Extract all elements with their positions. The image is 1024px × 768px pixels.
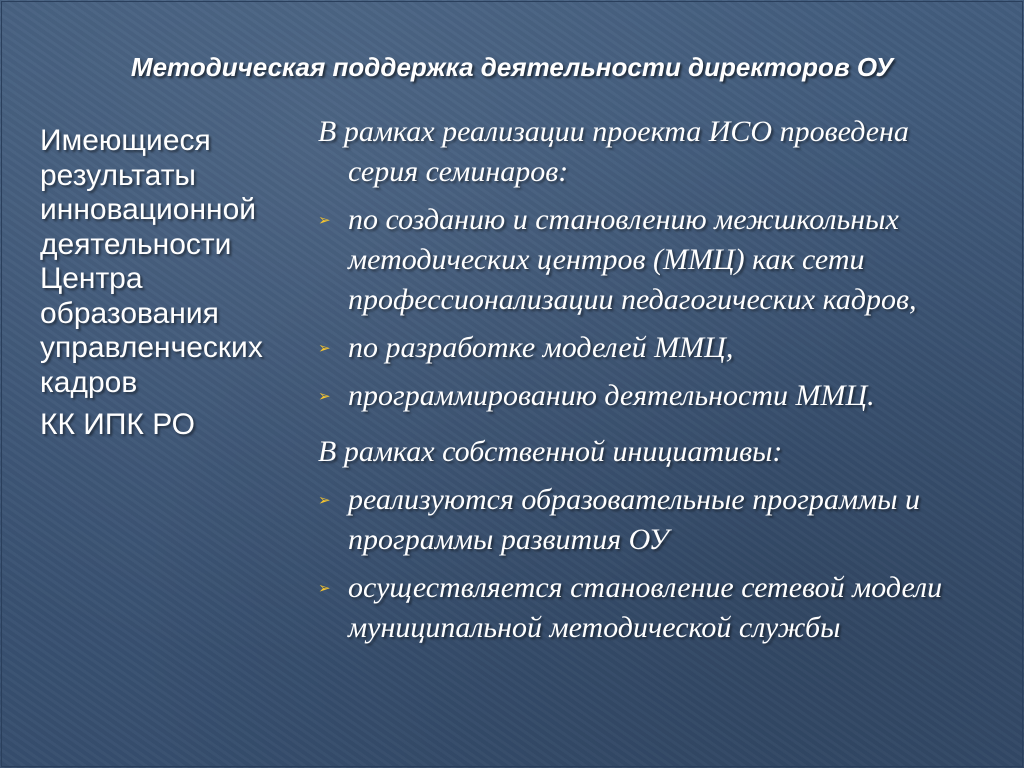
left-line: Имеющиеся	[40, 124, 211, 157]
left-line: Центра	[40, 262, 143, 295]
section1-bullet-list	[318, 200, 1008, 416]
list-item	[318, 480, 1008, 560]
right-text-block	[318, 112, 1008, 648]
left-line: управленческих	[40, 331, 263, 364]
organization-name: КК ИПК РО	[40, 408, 195, 441]
left-line: инновационной	[40, 193, 257, 226]
bullet-text: программированию деятельности ММЦ.	[348, 379, 875, 412]
list-item	[318, 200, 1008, 320]
list-item	[318, 328, 1008, 368]
bullet-text: осуществляется становление сетевой модели муниципальной методической службы	[348, 571, 943, 644]
chevron-right-icon: ➢	[318, 491, 331, 509]
chevron-right-icon: ➢	[318, 387, 331, 405]
section1-intro	[318, 112, 1008, 192]
section2-intro: В рамках собственной инициативы:	[318, 435, 783, 468]
chevron-right-icon: ➢	[318, 579, 331, 597]
left-text-block	[40, 124, 310, 443]
bullet-text: по разработке моделей ММЦ,	[348, 331, 734, 364]
list-item	[318, 376, 1008, 416]
left-line: деятельности	[40, 227, 232, 261]
bullet-text: по созданию и становлению межшкольных методических центров (ММЦ) как сети профессионализации педагогических кадров,	[348, 203, 917, 316]
list-item	[318, 568, 1008, 648]
slide-title: Методическая поддержка деятельности директоров ОУ	[130, 52, 894, 82]
left-line: результаты	[40, 158, 196, 192]
bullet-text: реализуются образовательные программы и программы развития ОУ	[348, 483, 921, 556]
section1-intro-line1: В рамках реализации проекта ИСО проведена	[318, 115, 909, 148]
chevron-right-icon: ➢	[318, 211, 331, 229]
left-line: образования	[40, 296, 219, 330]
left-line: кадров	[40, 365, 138, 399]
section2-bullet-list	[318, 480, 1008, 648]
chevron-right-icon: ➢	[318, 339, 331, 357]
section1-intro-line2: серия семинаров:	[348, 155, 569, 188]
